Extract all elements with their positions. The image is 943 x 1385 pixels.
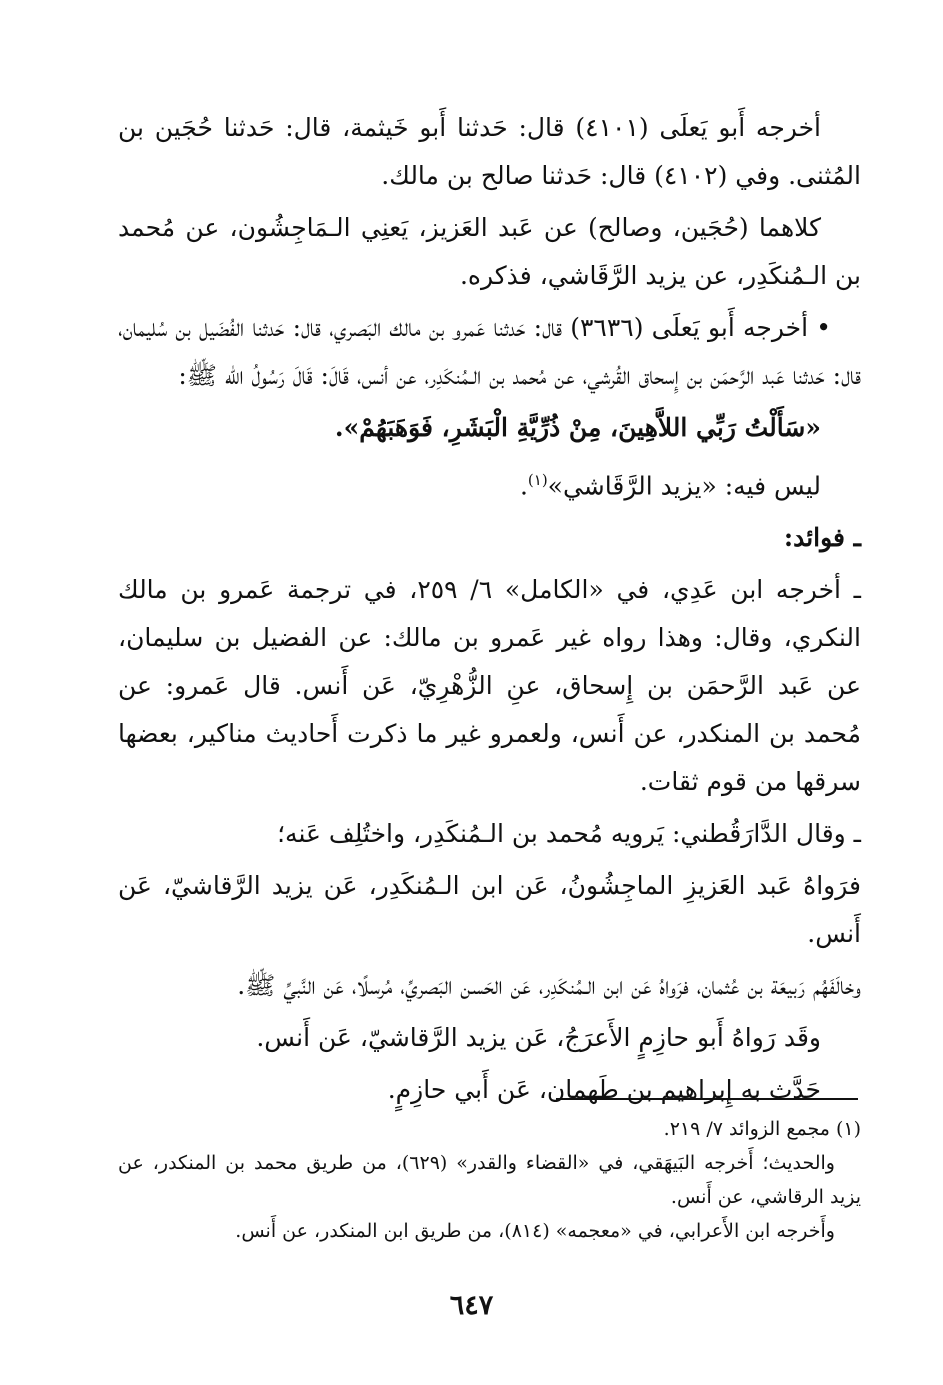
paragraph-3: • أخرجه أَبو يَعلَى (٣٦٣٦) قال: حَدثنا عَمرو بن مالك البَصري، قال: حَدثنا الفُضَيل بن سُليمان، قال: حَدثنا عَبد الرَّحمَن بن إِسحاق القُرشي، عن مُحمد بن الـمُنكَدِر، عن أنس، قَالَ: قَالَ رَسُولُ الله ﷺ:	[118, 313, 861, 390]
footnote-1-continued: والحديث؛ أَخرجه البَيهَقي، في «القضاء والقدر» (٦٢٩)، من طريق محمد بن المنكدر، عن يزيد الرقاشي، عن أَنس.	[118, 1152, 861, 1208]
paragraph-ibn-adi: ـ أخرجه ابن عَدِي، في «الكامل» ٦/ ٢٥٩، في ترجمة عَمرو بن مالك النكري، وقال: وهذا رواه غير عَمرو بن مالك: عن الفضيل بن سليمان، عن عَبد الرَّحمَن بن إِسحاق، عنِ الزُّهْرِيّ، عَن أَنس. قال عَمرو: عن مُحمد بن المنكدر، عن أَنس، ولعمرو غير ما ذكرت أَحاديث مناكير، بعضها سرقها من قوم ثقات.	[118, 575, 862, 797]
section-heading-fawaid: ـ فوائد:	[783, 523, 861, 553]
hadith-text: «سَأَلْتُ رَبِّي اللاَّهِينَ، مِنْ ذُرِّيَّةِ الْبَشَرِ، فَوَهَبَهُمْ».	[334, 413, 821, 442]
paragraph-note: ليس فيه: «يزيد الرَّقَاشي»$^{(١)}$.	[519, 471, 821, 501]
paragraph-riwaya-1: فرَواهُ عَبد العَزيزِ الماجِشُونُ، عَن ابن الـمُنكَدِر، عَن يزيد الرَّقاشيّ، عَن أَنس.	[118, 871, 861, 949]
paragraph-1: أخرجه أَبو يَعلَى (٤١٠١) قال: حَدثنا أَبو خَيثمة، قال: حَدثنا حُجَين بن المُثنى. وفي (٤١٠٢) قال: حَدثنا صالح بن مالك.	[118, 113, 861, 190]
page-number: ٦٤٧	[449, 1290, 494, 1321]
footnotes	[118, 1112, 861, 1248]
paragraph-2: كلاهما (حُجَين، وصالح) عن عَبد العَزيز، يَعنِي الـمَاجِشُون، عن مُحمد بن الـمُنكَدِر، عن يزيد الرَّقَاشي، فذكره.	[118, 213, 861, 290]
footnote-marker: (١)	[527, 471, 548, 489]
paragraph-riwaya-4: حَدَّث به إِبراهيم بن طَهمان، عَن أَبي حازِمٍ.	[387, 1075, 821, 1105]
footnote-divider	[556, 1098, 858, 1100]
note-text: ليس فيه: «يزيد الرَّقَاشي»	[547, 471, 821, 501]
paragraph-riwaya-3: وقَد رَواهُ أَبو حازِمٍ الأَعرَجُ، عَن يزيد الرَّقاشيّ، عَن أَنس.	[256, 1023, 821, 1053]
footnote-1-continued-2: وأَخرجه ابن الأَعرابي، في «معجمه» (٨١٤)، من طريق ابن المنكدر، عن أَنس.	[235, 1220, 835, 1242]
main-text	[118, 104, 861, 1118]
footnote-1: (١) مجمع الزوائد ٧/ ٢١٩.	[663, 1118, 861, 1140]
paragraph-riwaya-2: وخالَفَهُم رَبيعَة بن عُثمان، فرَواهُ عَن ابن الـمُنكَدِر، عَن الحَسن البَصريِّ، مُرسلًا، عَن النَّبيِّ ﷺ.	[237, 971, 861, 1001]
paragraph-daraqutni: ـ وقال الدَّارَقُطني: يَرويه مُحمد بن الـمُنكَدِر، واختُلِف عَنه؛	[277, 819, 861, 849]
